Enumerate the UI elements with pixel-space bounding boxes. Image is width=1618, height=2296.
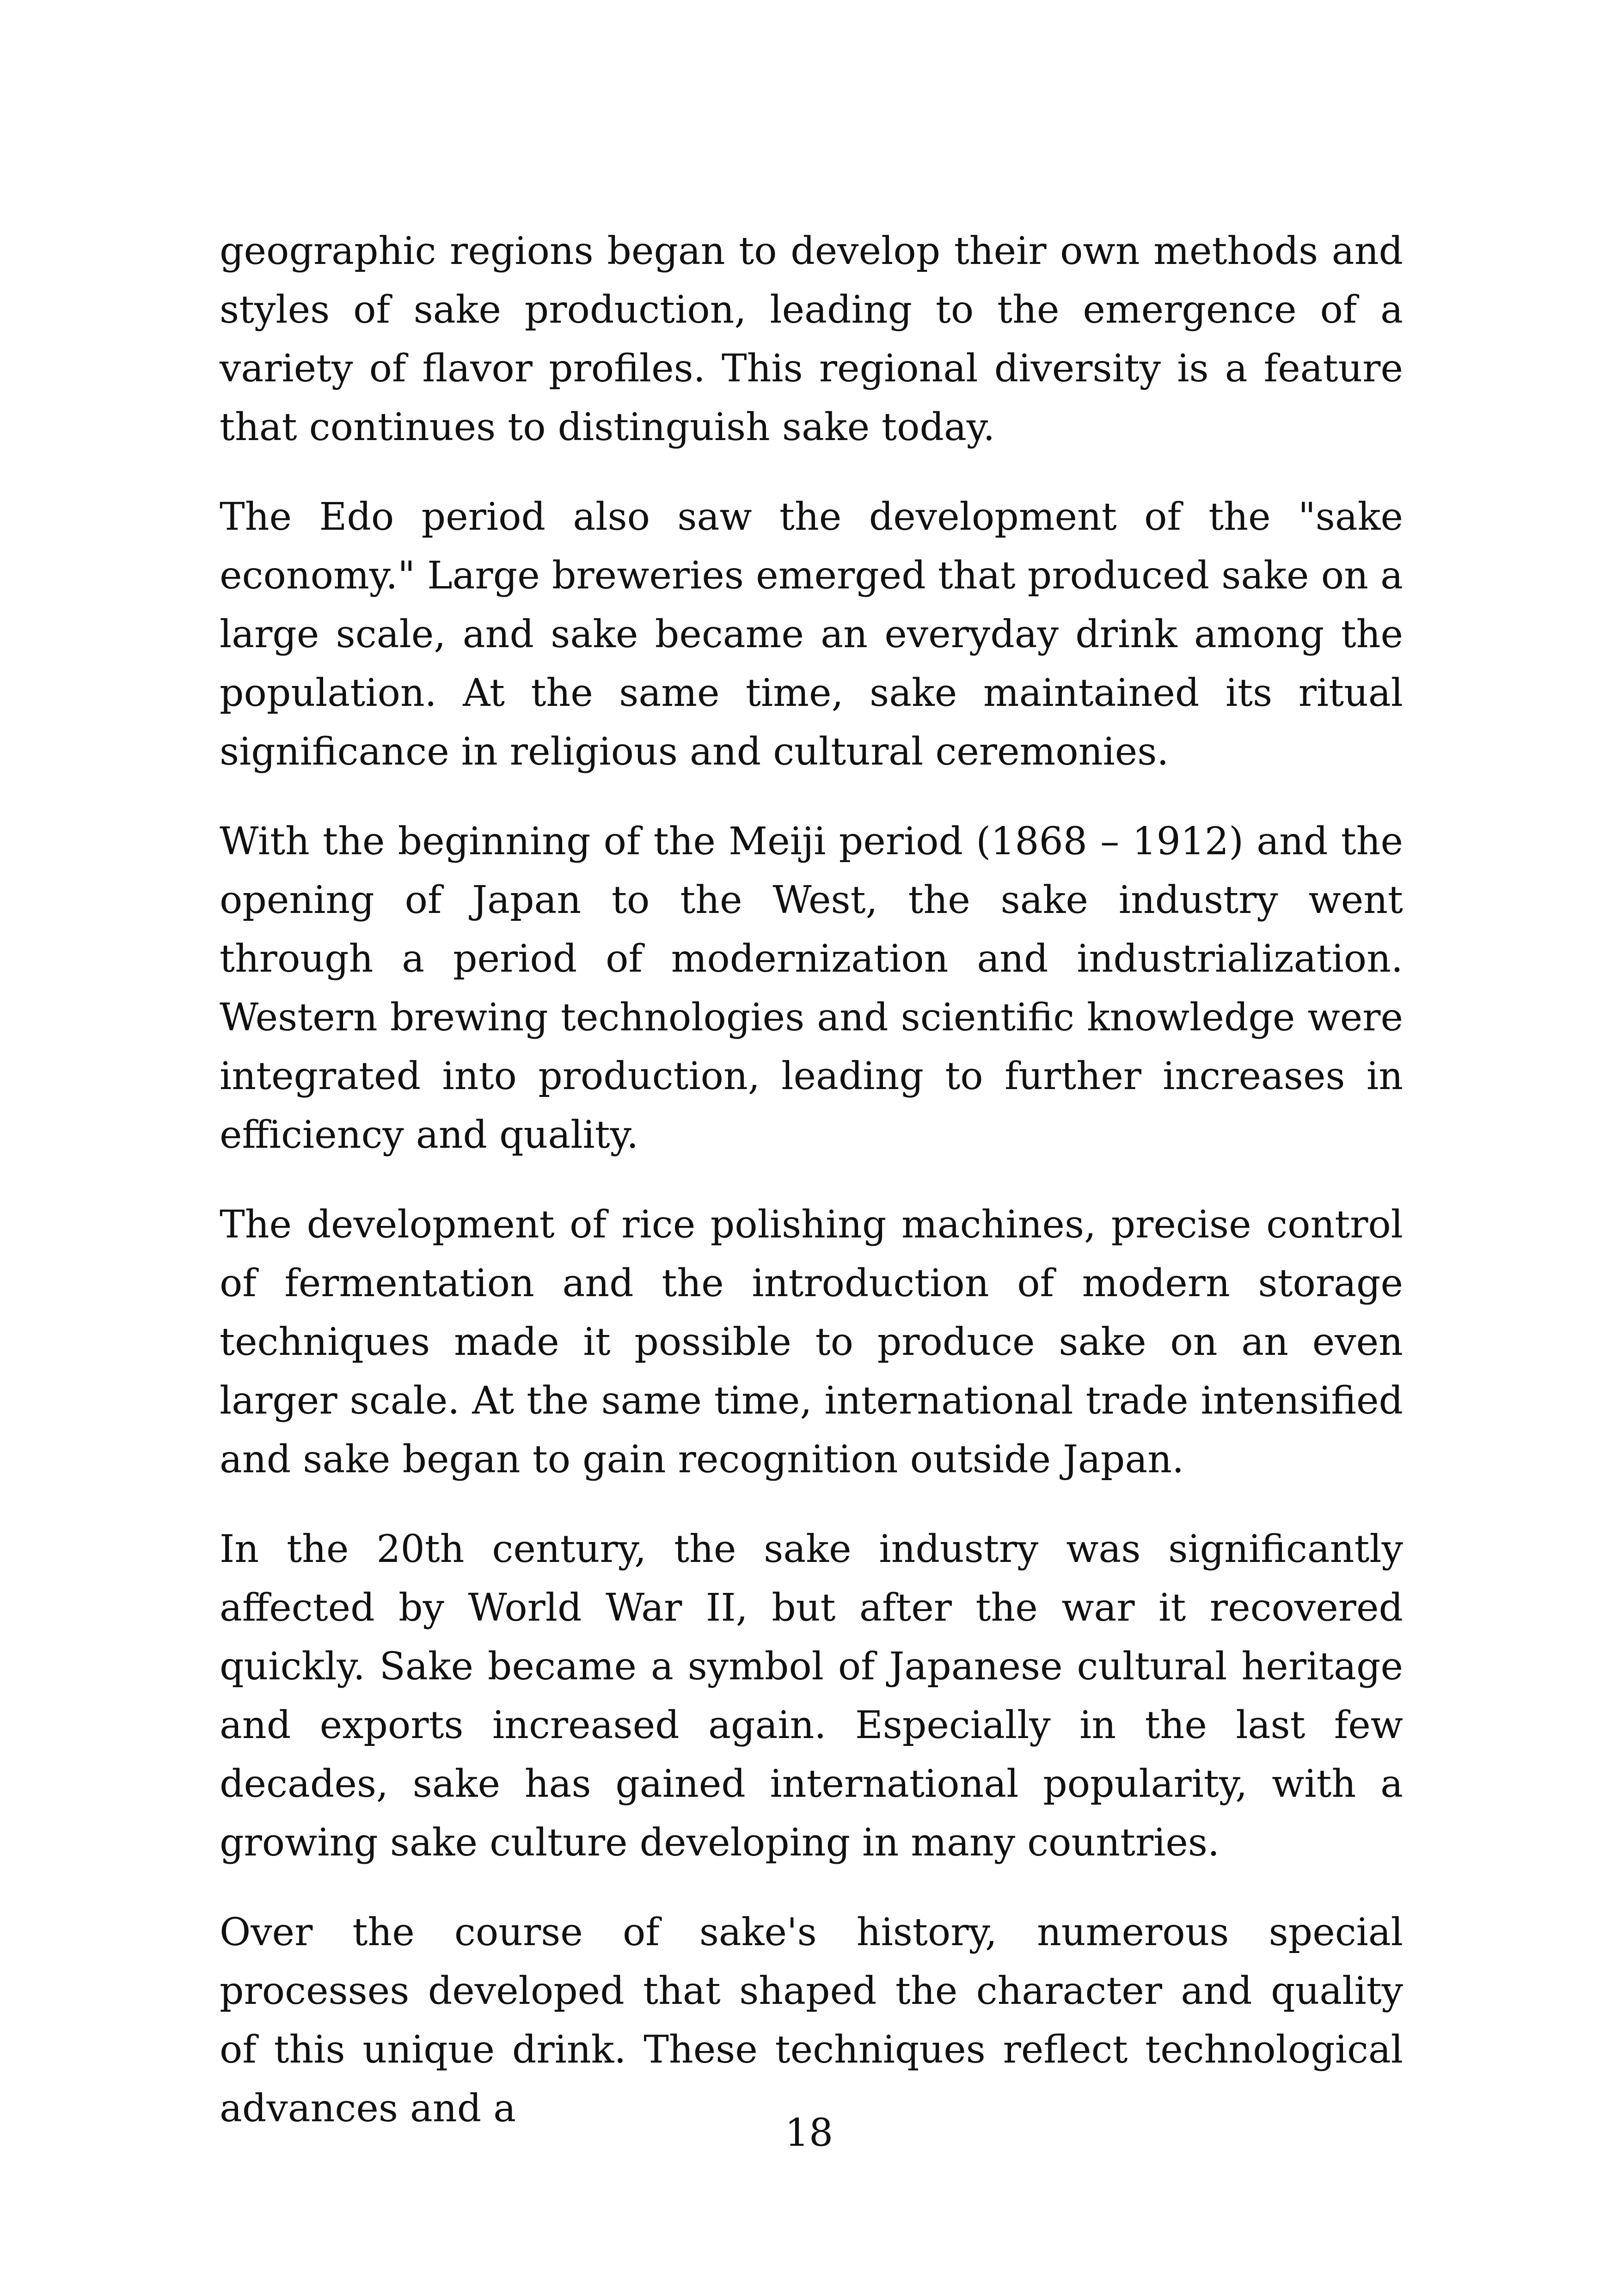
paragraph-4: The development of rice polishing machines, precise control of fermentation and the introduction of modern storage techniques made it possible to produce sake on an even larger scale. At the same time, international trade intensified and sake began to gain recognition outside Japan.	[220, 1203, 1403, 1482]
paragraph-3: With the beginning of the Meiji period (1868 – 1912) and the opening of Japan to the West, the sake industry went through a period of modernization and industrialization. Western brewing technologies and scientific knowledge were integrated into production, leading to further increases in efficiency and quality.	[220, 820, 1403, 1157]
paragraph-5: In the 20th century, the sake industry was significantly affected by World War II, but after the war it recovered quickly. Sake became a symbol of Japanese cultural heritage and exports increased again. Especially in the last few decades, sake has gained international popularity, with a growing sake culture developing in many countries.	[220, 1527, 1403, 1865]
paragraph-2: The Edo period also saw the development of the "sake economy." Large breweries emerged that produced sake on a large scale, and sake became an everyday drink among the population. At the same time, sake maintained its ritual significance in religious and cultural ceremonies.	[220, 495, 1403, 774]
page-number: 18	[784, 2111, 834, 2155]
paragraph-1: geographic regions began to develop their own methods and styles of sake production, leading to the emergence of a variety of flavor profiles. This regional diversity is a feature that continues to distinguish sake today.	[220, 229, 1403, 449]
paragraph-6: Over the course of sake's history, numerous special processes developed that shaped the character and quality of this unique drink. These techniques reflect technological advances and a	[220, 1910, 1403, 2131]
body-text	[220, 222, 1403, 2138]
